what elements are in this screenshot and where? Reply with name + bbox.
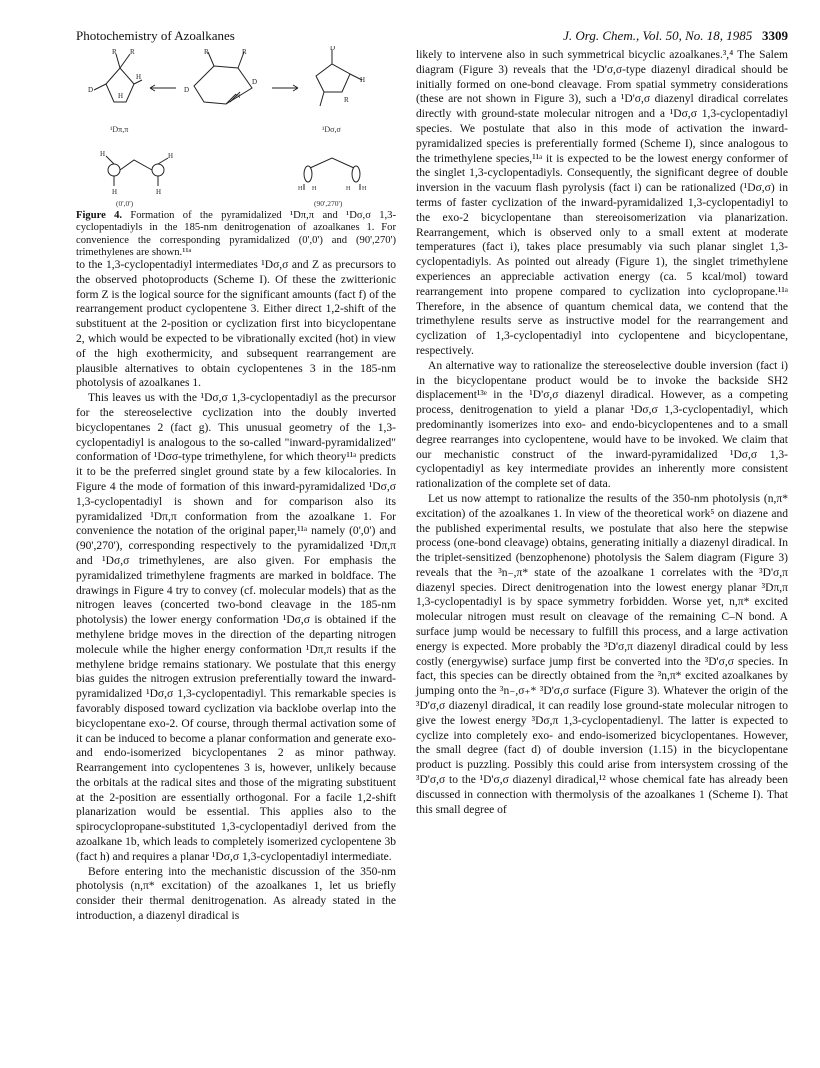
journal-name: J. Org. Chem., Vol. 50, No. 18, 1985 [563,28,753,43]
figure-caption [76,210,396,260]
caption-label: Figure 4. [76,210,123,221]
running-title: Photochemistry of Azoalkanes [76,28,235,43]
svg-text:H: H [156,188,162,196]
svg-text:H: H [168,152,174,160]
figure-4-drawing [76,46,396,208]
svg-text:H: H [312,186,317,192]
svg-text:H: H [360,76,366,84]
trimethylene-90-270 [298,158,367,192]
left-paragraph-1: to the 1,3-cyclopentadiyl intermediates ¹Dσ,σ and Z as precursors to the observed photoproducts (Scheme I). Of these the zwitterionic form Z is the logical source for the significant amounts (fact f) of the rearrangement product cyclopentene 3. Either direct 1,2-shift of the substituent at the 2-position or cyclization first into bicyclopentane 2, which would be expected to be vibrationally excited (hot) in view of the high exothermicity, and subsequent rearrangement are plausible alternatives to obtain cyclopentenes 3 in the 185-nm photolysis of azoalkanes 1. [76,259,396,390]
left-column [76,258,396,924]
left-paragraph-2: This leaves us with the ¹Dσ,σ 1,3-cyclopentadiyl as the precursor for the stereoselective cyclization into the doubly inverted bicyclopentanes 2 (fact g). This unusual geometry of the 1,3-cyclopentadiyl is analogous to the so-called "inward-pyramidalized" conformation of ¹Dσσ-type trimethylene, for which theory¹¹ᵃ predicts it to be the preferred singlet ground state by a few kilocalories. In Figure 4 the mode of formation of this inward-pyramidalized ¹Dσ,σ 1,3-cyclopentadiyl is shown and for comparison also its pyramidalized ¹Dπ,π conformation from the azoalkane 1. For convenience the notation of the original paper,¹¹ᵃ namely (0',0') and (90',270'), corresponding respectively to the pyramidalized ¹Dπ,π and ¹Dσ,σ trimethylenes, are also given. For emphasis the pyramidalized trimethylene fragments are marked in boldface. The drawings in Figure 4 try to convey (cf. molecular models) that as the nitrogen leaves (concerted two-bond cleavage in the 185-nm photolysis) the lower energy conformation ¹Dσ,σ is obtained if the methylene bridge moves in the direction of the departing nitrogen molecule while the higher energy conformation ¹Dπ,π results if the methylene bridge remains stationary. We postulate that this energy bias guides the nitrogen extrusion preferentially toward the inward-pyramidalized ¹Dσ,σ 1,3-cyclopentadiyl. This remarkable species is favorably disposed toward cyclization via backlobe overlap into the bicyclopentane exo-2. Of course, through thermal activation some of it can be induced to become a planar conformation and generate exo- and endo-isomerized bicyclopentanes 2 as minor pathway. Rearrangement into cyclopentenes 3 is, however, unlikely because the orbitals at the radical sites and those of the migrating substituent at the 2-position are essentially orthogonal. For a facile 1,2-shift planarization would be essential. This applies also to the spirocyclopropane-substituted 1,3-cyclopentadiyl derived from the azoalkane 1b, which leads to completely isomerized cyclopentene 3b (fact h) and requires a planar ¹Dσ,σ 1,3-cyclopentadiyl intermediate. [76,392,396,863]
svg-text:R: R [112,48,117,56]
label-d-sigma-sigma: ¹Dσ,σ [322,125,341,134]
svg-text:H: H [136,73,142,81]
journal-citation [563,28,788,44]
caption-text: Formation of the pyramidalized ¹Dπ,π and ¹Dσ,σ 1,3-cyclopentadiyls in the 185-nm denitrogenation of azoalkanes 1. For convenience the corresponding pyramidalized (0',0') and (90',270') trimethylenes are shown.¹¹ᵃ [76,210,396,259]
left-paragraph-3: Before entering into the mechanistic discussion of the 350-nm photolysis (n,π* excitation) of the azoalkanes 1, let us briefly consider their thermal denitrogenation. As already stated in the introduction, a diazenyl diradical is [76,865,396,923]
right-paragraph-3: Let us now attempt to rationalize the results of the 350-nm photolysis (n,π* excitation) of the azoalkanes 1. In view of the theoretical work⁵ on diazene and the published experimental results, we postulate that also here the stepwise process (one-bond cleavage) obtains, generating initially a diazenyl diradical. In the triplet-sensitized (benzophenone) photolysis the Salem diagram (Figure 3) reveals that the ³n₋,π* state of the azoalkane 1 correlates with the ³D'σ,π diazenyl species. Direct denitrogenation into the lowest energy planar ³Dπ,π 1,3-cyclopentadiyl is by space symmetry forbidden. Worse yet, n,π* excited molecular nitrogen must result on cleavage of the remaining C–N bond. A surface jump would be necessary to fulfill this process, and a large activation energy is expected. More probably the ³D'σ,π diazenyl diradical could by less costly (energywise) surface jump first be converted into the ³D'σ,σ species. In fact, this species can be directly obtained from the ³n,π* excited azoalkanes by jumping onto the ³n₋,σ₊* ³D'σ,σ surface (Figure 3). Whatever the origin of the ³D'σ,σ diazenyl diradical, it can readily lose ground-state molecular nitrogen to give the lowest energy ³Dσ,π 1,3-cyclopentadienyl. The latter is expected to cyclize into completely exo- and endo-isomerized bicyclopentanes. However, the small degree (fact d) of double inversion (1.15) in the bicyclopentane product is puzzling. Possibly this could arise from intersystem crossing of the ³D'σ,σ to the ¹D'σ,σ diazenyl diradical,¹² whose chemical fate has already been discussed in connection with thermolysis of the azoalkanes 1 (Scheme I). That this small degree of [416,492,788,816]
svg-text:H: H [346,186,351,192]
molecule-azoalkane [184,48,257,104]
svg-text:D: D [252,78,258,86]
svg-text:R: R [130,48,135,56]
arrows-center [150,85,298,91]
svg-text:R: R [204,48,209,56]
svg-text:H: H [118,92,124,100]
page-number: 3309 [762,28,788,43]
svg-text:R: R [344,96,349,104]
svg-text:N: N [236,94,241,100]
label-trimethylene-90-270: (90',270') [314,199,343,208]
svg-text:H: H [100,150,106,158]
right-paragraph-2: An alternative way to rationalize the stereoselective double inversion (fact i) in the bicyclopentane product would be to invoke the backside SH2 displacement¹³ᵉ in the ¹D'σ,σ diazenyl diradical. However, as a competing process, denitrogenation to yield a planar ¹Dσ,σ 1,3-cyclopentadiyl, which predominantly isomerizes into exo- and endo-bicyclopentenes and to a small degree rearranges into cyclopentene, would have to be invoked. We claim that our mechanistic construct of the inward-pyramidalized ¹Dσ,σ 1,3-cyclopentadiyl as key intermediate provides an inherently more consistent rationalization of the complete set of data. [416,359,788,491]
label-d-pi-pi: ¹Dπ,π [110,125,129,134]
molecule-pyramidalized-sigma [316,46,365,106]
svg-text:D: D [184,86,190,94]
svg-text:D: D [330,46,336,52]
svg-text:H: H [298,186,303,192]
trimethylene-00 [100,150,173,196]
label-trimethylene-00: (0',0') [116,199,134,208]
right-column [416,48,788,817]
svg-text:H: H [362,186,367,192]
svg-text:D: D [88,86,94,94]
svg-text:R: R [242,48,247,56]
right-paragraph-1: likely to intervene also in such symmetrical bicyclic azoalkanes.³,⁴ The Salem diagram (Figure 3) reveals that the ¹D'σ,σ-type diazenyl diradical should be initially formed on one-bond cleavage. From spatial symmetry considerations (these are not shown in Figure 3), such a ¹D'σ,σ diazenyl diradical correlates directly with ground-state molecular nitrogen and a ¹Dσ,σ 1,3-cyclopentadiyl species. We postulate that also in this mode of activation the inward-pyramidalized species is preferentially formed (Scheme I), since analogous to the trimethylene species,¹¹ᵃ it is expected to be the lowest energy conformer of the singlet 1,3-cyclopentadiyls. Consequently, the significant degree of double inversion in the vacuum flash pyrolysis (fact i) can be rationalized (¹Dσ,σ) in terms of faster cyclization of the inward-pyramidalized 1,3-cyclopentadiyl to the exo-2 bicyclopentane than stereoisomerization via planarization. Rearrangement, which is observed only to a small extent at moderate temperatures (fact i), takes place presumably via such planar singlet 1,3-cyclopentadiyls. As pointed out already (Figure 1), the singlet trimethylene experiences an appreciable activation energy (ca. 5 kcal/mol) toward rearrangement into propene compared to cyclization into cyclopropane.¹¹ᵃ Therefore, in the absence of quantum chemical data, we contend that the trimethylene results serve as instructive model for the rearrangement and cyclization of 1,3-cyclopentadiyl into cyclopentene and bicyclopentane, respectively. [416,49,788,357]
molecule-pyramidalized-pi [88,48,142,102]
svg-text:H: H [112,188,118,196]
